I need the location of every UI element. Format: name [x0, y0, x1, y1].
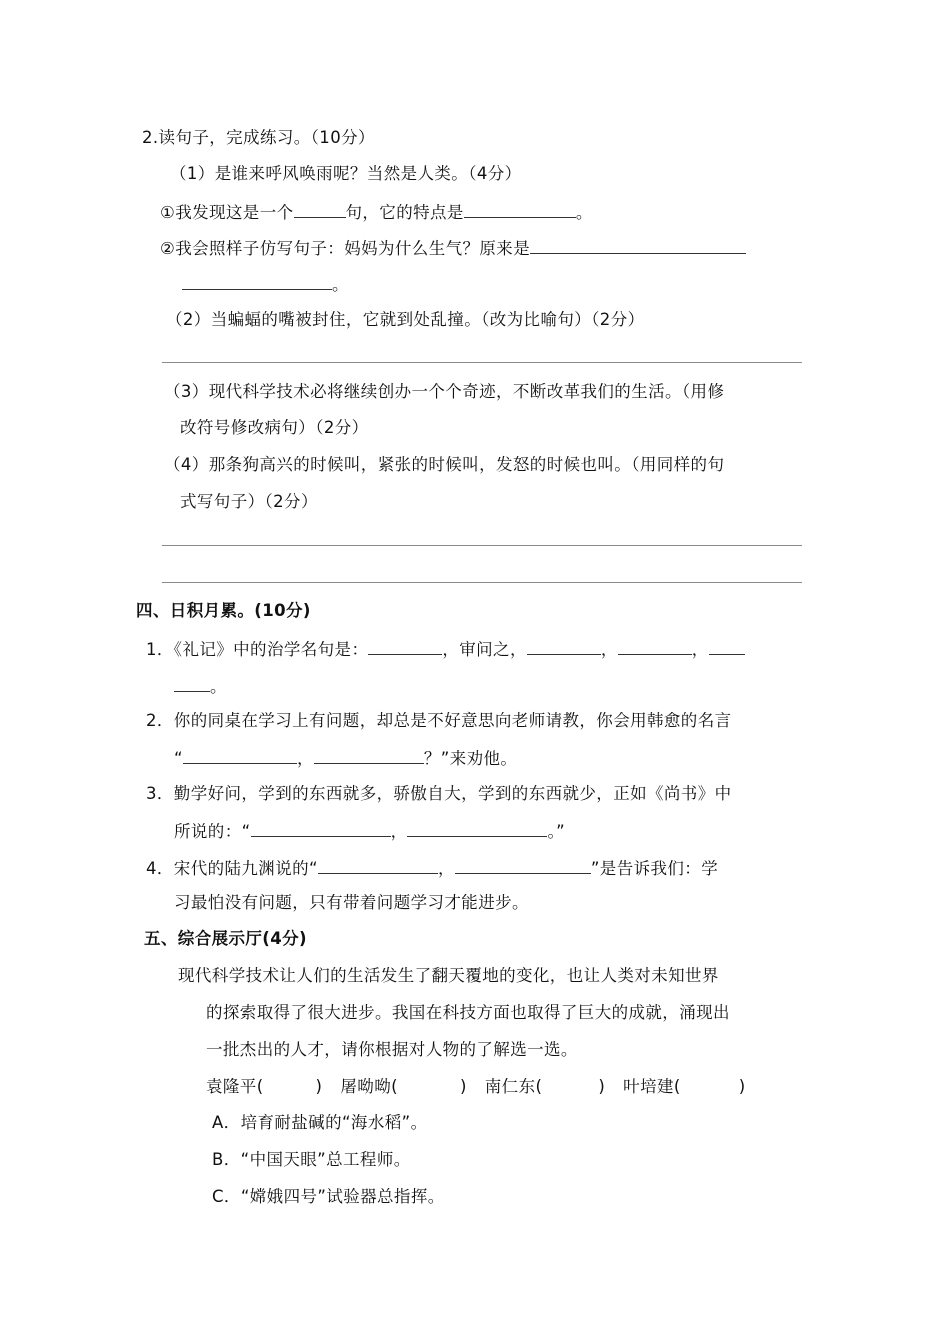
q1b-prefix: ②我会照样子仿写句子：妈妈为什么生气？原来是: [160, 239, 531, 258]
sec4-item2-line1: 2．你的同桌在学习上有问题，却总是不好意思向老师请教，你会用韩愈的名言: [146, 711, 732, 730]
name-tu-youyou: 屠呦呦(: [340, 1077, 398, 1096]
close-paren-ye: ): [738, 1077, 746, 1096]
item3-prefix: 所说的：“: [174, 822, 251, 841]
sec5-para-line1: 现代科学技术让人们的生活发生了翻天覆地的变化，也让人类对未知世界: [178, 966, 719, 985]
sec5-option-a: A．培育耐盐碱的“海水稻”。: [212, 1113, 428, 1132]
sec4-item3-line1: 3．勤学好问，学到的东西就多，骄傲自大，学到的东西就少，正如《尚书》中: [146, 784, 732, 803]
blank-feature[interactable]: [464, 199, 576, 218]
sec4-item1-cont: [174, 673, 227, 699]
sec5-para-line3: 一批杰出的人才，请你根据对人物的了解选一选。: [206, 1040, 578, 1059]
q1a-end: 。: [575, 203, 593, 222]
blank-lujiuyuan-1[interactable]: [318, 855, 438, 874]
item2-open-quote: “: [174, 749, 183, 768]
sec2-q1: （1）是谁来呼风唤雨呢？当然是人类。（4分）: [170, 164, 522, 183]
blank-liji-4a[interactable]: [709, 636, 745, 655]
sec4-item3-line2: [174, 818, 565, 844]
blank-imitate-line2[interactable]: [182, 271, 332, 290]
sec5-title: 五、综合展示厅(4分): [144, 929, 307, 948]
blank-hanyu-2[interactable]: [314, 745, 424, 764]
item4-end: ”是告诉我们：学: [590, 859, 719, 878]
item4-prefix: 4．宋代的陆九渊说的“: [146, 859, 318, 878]
close-paren-nan: ): [598, 1077, 606, 1096]
answer-line-q4-1[interactable]: [162, 545, 802, 546]
q1b-end: 。: [332, 275, 349, 294]
answer-line-q4-2[interactable]: [162, 582, 802, 583]
blank-shangshu-2[interactable]: [407, 818, 547, 837]
blank-liji-1[interactable]: [368, 636, 442, 655]
blank-sentence-type[interactable]: [294, 199, 346, 218]
sec2-q4-line1: （4）那条狗高兴的时候叫，紧张的时候叫，发怒的时候也叫。（用同样的句: [164, 455, 725, 474]
blank-liji-4b[interactable]: [174, 673, 210, 692]
item1-comma1: ，: [600, 640, 618, 659]
item3-comma: ，: [390, 822, 408, 841]
item1-comma2: ，: [691, 640, 709, 659]
name-ye-peijian: 叶培建(: [623, 1077, 681, 1096]
item2-end: ？”来劝他。: [423, 749, 518, 768]
answer-line-q2[interactable]: [162, 362, 802, 363]
blank-hanyu-1[interactable]: [183, 745, 297, 764]
blank-shangshu-1[interactable]: [251, 818, 391, 837]
sec4-item2-line2: [174, 745, 517, 771]
sec5-names-row: [206, 1075, 746, 1099]
close-paren-tu: ): [459, 1077, 467, 1096]
sec5-option-b: B．“中国天眼”总工程师。: [212, 1150, 411, 1169]
name-nan-rendong: 南仁东(: [484, 1077, 543, 1096]
item1-mid: ，审问之，: [442, 640, 527, 659]
blank-liji-2[interactable]: [527, 636, 601, 655]
sec4-item4-line1: [146, 855, 718, 881]
blank-lujiuyuan-2[interactable]: [455, 855, 591, 874]
item4-comma: ，: [437, 859, 455, 878]
sec2-q3-line2: 改符号修改病句）（2分）: [180, 418, 369, 437]
item3-end: 。”: [547, 822, 566, 841]
sec2-q2: （2）当蝙蝠的嘴被封住，它就到处乱撞。（改为比喻句）（2分）: [166, 310, 645, 329]
sec2-title: 2.读句子，完成练习。（10分）: [142, 128, 375, 147]
q1a-mid: 句，它的特点是: [345, 203, 464, 222]
sec5-para-line2: 的探索取得了很大进步。我国在科技方面也取得了巨大的成就，涌现出: [206, 1003, 730, 1022]
sec4-item4-line2: 习最怕没有问题，只有带着问题学习才能进步。: [174, 893, 529, 912]
close-paren-yuan: ): [315, 1077, 323, 1096]
sec5-option-c: C．“嫦娥四号”试验器总指挥。: [212, 1187, 445, 1206]
q1a-prefix: ①我发现这是一个: [160, 203, 294, 222]
sec2-q1a: [160, 199, 593, 225]
sec4-item1: [146, 636, 745, 662]
sec2-q1b: [160, 235, 746, 261]
item2-comma: ，: [296, 749, 314, 768]
sec2-q3-line1: （3）现代科学技术必将继续创办一个个奇迹，不断改革我们的生活。（用修: [164, 382, 725, 401]
item1-prefix: 1．《礼记》中的治学名句是：: [146, 640, 369, 659]
name-yuan-longping: 袁隆平(: [206, 1077, 264, 1096]
sec4-title: 四、日积月累。(10分): [136, 601, 311, 620]
item1-end: 。: [210, 677, 227, 696]
sec2-q1b-cont: [182, 271, 349, 297]
blank-imitate-line1[interactable]: [530, 235, 746, 254]
sec2-q4-line2: 式写句子）（2分）: [180, 492, 318, 511]
blank-liji-3[interactable]: [618, 636, 692, 655]
